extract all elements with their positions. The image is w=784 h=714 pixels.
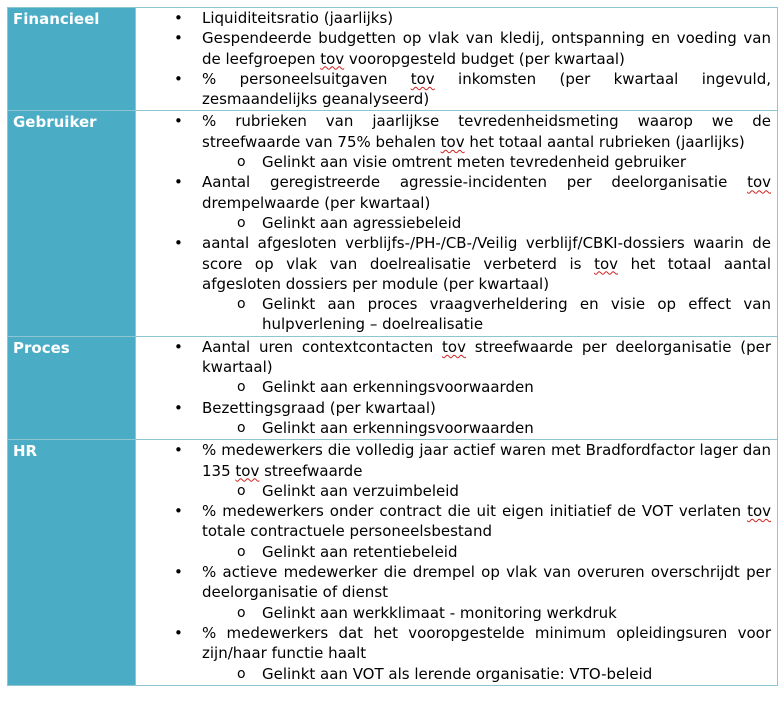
circle-bullet-icon: o <box>237 604 246 621</box>
indicator-item <box>136 562 771 623</box>
sub-item <box>136 481 771 501</box>
category-cell: HR <box>8 440 136 686</box>
indicator-item <box>136 111 771 172</box>
kpi-row-financieel <box>8 8 778 111</box>
bullet-icon: • <box>174 441 183 460</box>
bullet-icon: • <box>174 112 183 131</box>
sub-item <box>136 418 771 438</box>
sub-list <box>202 418 771 438</box>
sub-list <box>202 481 771 501</box>
sub-item <box>136 603 771 623</box>
indicator-item <box>136 172 771 233</box>
sub-item <box>136 294 771 335</box>
spellcheck-word: tov <box>235 461 260 480</box>
sub-item-text: Gelinkt aan erkenningsvoorwaarden <box>262 418 534 437</box>
sub-list <box>202 294 771 335</box>
indicator-text: Aantal geregistreerde agressie-incidenten per deelorganisatie tov drempelwaarde (per kwartaal) <box>202 173 771 212</box>
indicator-list <box>136 8 771 109</box>
indicator-list <box>136 111 771 334</box>
sub-item <box>136 152 771 172</box>
kpi-row-gebruiker <box>8 111 778 336</box>
bullet-icon: • <box>174 623 183 642</box>
circle-bullet-icon: o <box>237 665 246 682</box>
circle-bullet-icon: o <box>237 154 246 171</box>
indicator-text: Gespendeerde budgetten op vlak van kledij, ontspanning en voeding van de leefgroepen tov vooropgesteld budget (per kwartaal) <box>202 29 771 68</box>
category-cell: Gebruiker <box>8 111 136 336</box>
indicator-text: Aantal uren contextcontacten tov streefwaarde per deelorganisatie (per kwartaal) <box>202 337 771 377</box>
sub-list <box>202 377 771 397</box>
category-cell: Financieel <box>8 8 136 111</box>
bullet-icon: • <box>174 234 183 253</box>
bullet-icon: • <box>174 502 183 521</box>
indicator-item <box>136 233 771 334</box>
indicator-list <box>136 337 771 438</box>
sub-item-text: Gelinkt aan proces vraagverheldering en visie op effect van hulpverlening – doelrealisatie <box>262 295 771 334</box>
sub-item-text: Gelinkt aan visie omtrent meten tevredenheid gebruiker <box>262 153 686 172</box>
sub-item-text: Gelinkt aan VOT als lerende organisatie: VTO-beleid <box>262 664 653 683</box>
spellcheck-word: tov <box>320 49 345 68</box>
indicator-text: % personeelsuitgaven tov inkomsten (per kwartaal ingevuld, zesmaandelijks geanalyseerd) <box>202 69 771 109</box>
indicator-cell <box>136 111 778 336</box>
sub-item <box>136 542 771 562</box>
indicator-text: Bezettingsgraad (per kwartaal) <box>202 398 436 417</box>
indicator-item <box>136 337 771 398</box>
kpi-row-proces <box>8 336 778 439</box>
indicator-list <box>136 440 771 684</box>
sub-list <box>202 152 771 172</box>
kpi-table-body <box>8 8 778 686</box>
category-cell: Proces <box>8 336 136 439</box>
bullet-icon: • <box>174 563 183 582</box>
bullet-icon: • <box>174 398 183 417</box>
indicator-cell <box>136 440 778 686</box>
indicator-item <box>136 501 771 562</box>
sub-list <box>202 213 771 233</box>
spellcheck-word: tov <box>442 337 466 356</box>
circle-bullet-icon: o <box>237 296 246 313</box>
indicator-text: Liquiditeitsratio (jaarlijks) <box>202 9 394 27</box>
sub-item-text: Gelinkt aan agressiebeleid <box>262 213 462 232</box>
sub-item <box>136 213 771 233</box>
circle-bullet-icon: o <box>237 379 246 396</box>
circle-bullet-icon: o <box>237 214 246 231</box>
sub-list <box>202 664 771 684</box>
sub-list <box>202 603 771 623</box>
sub-item <box>136 664 771 684</box>
circle-bullet-icon: o <box>237 543 246 560</box>
spellcheck-word: tov <box>747 502 771 521</box>
indicator-text: aantal afgesloten verblijfs-/PH-/CB-/Veilig verblijf/CBKI-dossiers waarin de score op vlak van doelrealisatie verbeterd is tov het totaal aantal afgesloten dossiers per module (per kwartaal) <box>202 234 771 293</box>
bullet-icon: • <box>174 69 183 88</box>
indicator-cell <box>136 336 778 439</box>
spellcheck-word: tov <box>410 69 435 88</box>
kpi-row-hr <box>8 440 778 686</box>
spellcheck-word: tov <box>440 132 465 151</box>
circle-bullet-icon: o <box>237 482 246 499</box>
bullet-icon: • <box>174 29 183 48</box>
spellcheck-word: tov <box>594 254 619 273</box>
indicator-item <box>136 440 771 501</box>
indicator-item <box>136 28 771 69</box>
bullet-icon: • <box>174 173 183 192</box>
sub-list <box>202 542 771 562</box>
indicator-item <box>136 8 771 28</box>
sub-item-text: Gelinkt aan werkklimaat - monitoring werkdruk <box>262 603 617 622</box>
sub-item-text: Gelinkt aan retentiebeleid <box>262 542 458 561</box>
circle-bullet-icon: o <box>237 419 246 436</box>
sub-item-text: Gelinkt aan verzuimbeleid <box>262 481 459 500</box>
indicator-item <box>136 398 771 439</box>
indicator-text: % medewerkers onder contract die uit eigen initiatief de VOT verlaten tov totale contractuele personeelsbestand <box>202 502 771 541</box>
indicator-item <box>136 69 771 110</box>
indicator-text: % medewerkers die volledig jaar actief waren met Bradfordfactor lager dan 135 tov streefwaarde <box>202 441 771 480</box>
indicator-text: % rubrieken van jaarlijkse tevredenheidsmeting waarop we de streefwaarde van 75% behalen tov het totaal aantal rubrieken (jaarlijks) <box>202 112 771 151</box>
bullet-icon: • <box>174 9 183 27</box>
indicator-item <box>136 623 771 684</box>
spellcheck-word: tov <box>747 173 771 192</box>
indicator-text: % medewerkers dat het vooropgestelde minimum opleidingsuren voor zijn/haar functie haalt <box>202 623 771 663</box>
sub-item <box>136 377 771 397</box>
indicator-text: % actieve medewerker die drempel op vlak van overuren overschrijdt per deelorganisatie of dienst <box>202 563 771 602</box>
kpi-table <box>7 7 778 686</box>
indicator-cell <box>136 8 778 111</box>
sub-item-text: Gelinkt aan erkenningsvoorwaarden <box>262 378 534 397</box>
bullet-icon: • <box>174 337 183 356</box>
